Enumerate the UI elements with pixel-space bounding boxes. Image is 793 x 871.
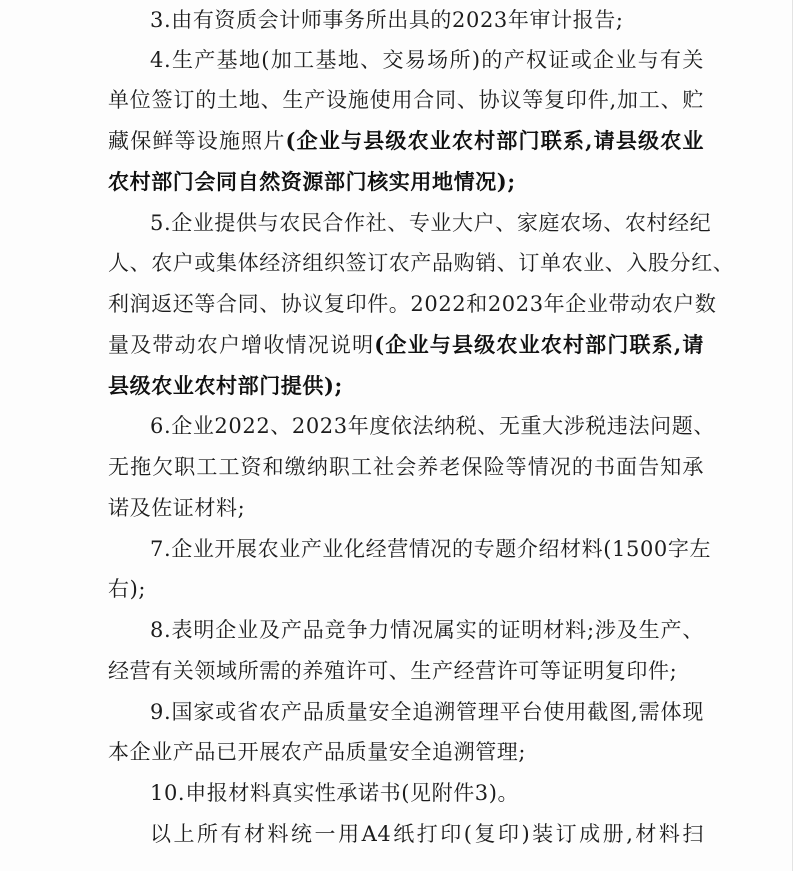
list-item-10: 10.申报材料真实性承诺书(见附件3)。 <box>150 781 520 805</box>
list-item-4-line-4 <box>108 162 704 202</box>
list-item-6-line-3: 诺及佐证材料; <box>108 496 246 520</box>
list-item-7-line-2: 右); <box>108 577 147 601</box>
list-item-3: 3.由有资质会计师事务所出具的2023年审计报告; <box>150 8 624 32</box>
list-item-5-line-2: 人、农户或集体经济组织签订农产品购销、订单农业、入股分红、 <box>108 251 735 275</box>
list-item-6-line-2: 无拖欠职工工资和缴纳职工社会养老保险等情况的书面告知承 <box>108 455 704 479</box>
list-item-8-line-2: 经营有关领域所需的养殖许可、生产经营许可等证明复印件; <box>108 659 678 683</box>
bold-note: 县级农业农村部门提供); <box>108 373 343 398</box>
closing-paragraph-line-1: 以上所有材料统一用A4纸打印(复印)装订成册,材料扫 <box>150 822 704 846</box>
list-item-7-line-1: 7.企业开展农业产业化经营情况的专题介绍材料(1500字左 <box>150 537 712 561</box>
list-item-5-line-3: 利润返还等合同、协议复印件。2022和2023年企业带动农户数 <box>108 292 717 316</box>
list-item-8-line-1: 8.表明企业及产品竞争力情况属实的证明材料;涉及生产、 <box>150 618 704 642</box>
list-item-9-line-1: 9.国家或省农产品质量安全追溯管理平台使用截图,需体现 <box>150 700 704 724</box>
list-item-4-line-3: 藏保鲜等设施照片(企业与县级农业农村部门联系,请县级农业 <box>108 128 704 153</box>
list-item-5-line-1: 5.企业提供与农民合作社、专业大户、家庭农场、农村经纪 <box>150 211 712 235</box>
list-item-6-line-1: 6.企业2022、2023年度依法纳税、无重大涉税违法问题、 <box>150 414 715 438</box>
bold-note: (企业与县级农业农村部门联系,请县级农业 <box>285 128 704 153</box>
list-item-5-line-5 <box>108 366 704 406</box>
list-item-4-line-1: 4.生产基地(加工基地、交易场所)的产权证或企业与有关 <box>150 48 704 72</box>
list-item-4-line-2: 单位签订的土地、生产设施使用合同、协议等复印件,加工、贮 <box>108 88 704 112</box>
bold-note: (企业与县级农业农村部门联系,请 <box>374 332 704 357</box>
bold-note: 农村部门会同自然资源部门核实用地情况); <box>108 169 516 194</box>
list-item-9-line-2: 本企业产品已开展农产品质量安全追溯管理; <box>108 740 527 764</box>
list-item-5-line-4: 量及带动农户增收情况说明(企业与县级农业农村部门联系,请 <box>108 332 704 357</box>
